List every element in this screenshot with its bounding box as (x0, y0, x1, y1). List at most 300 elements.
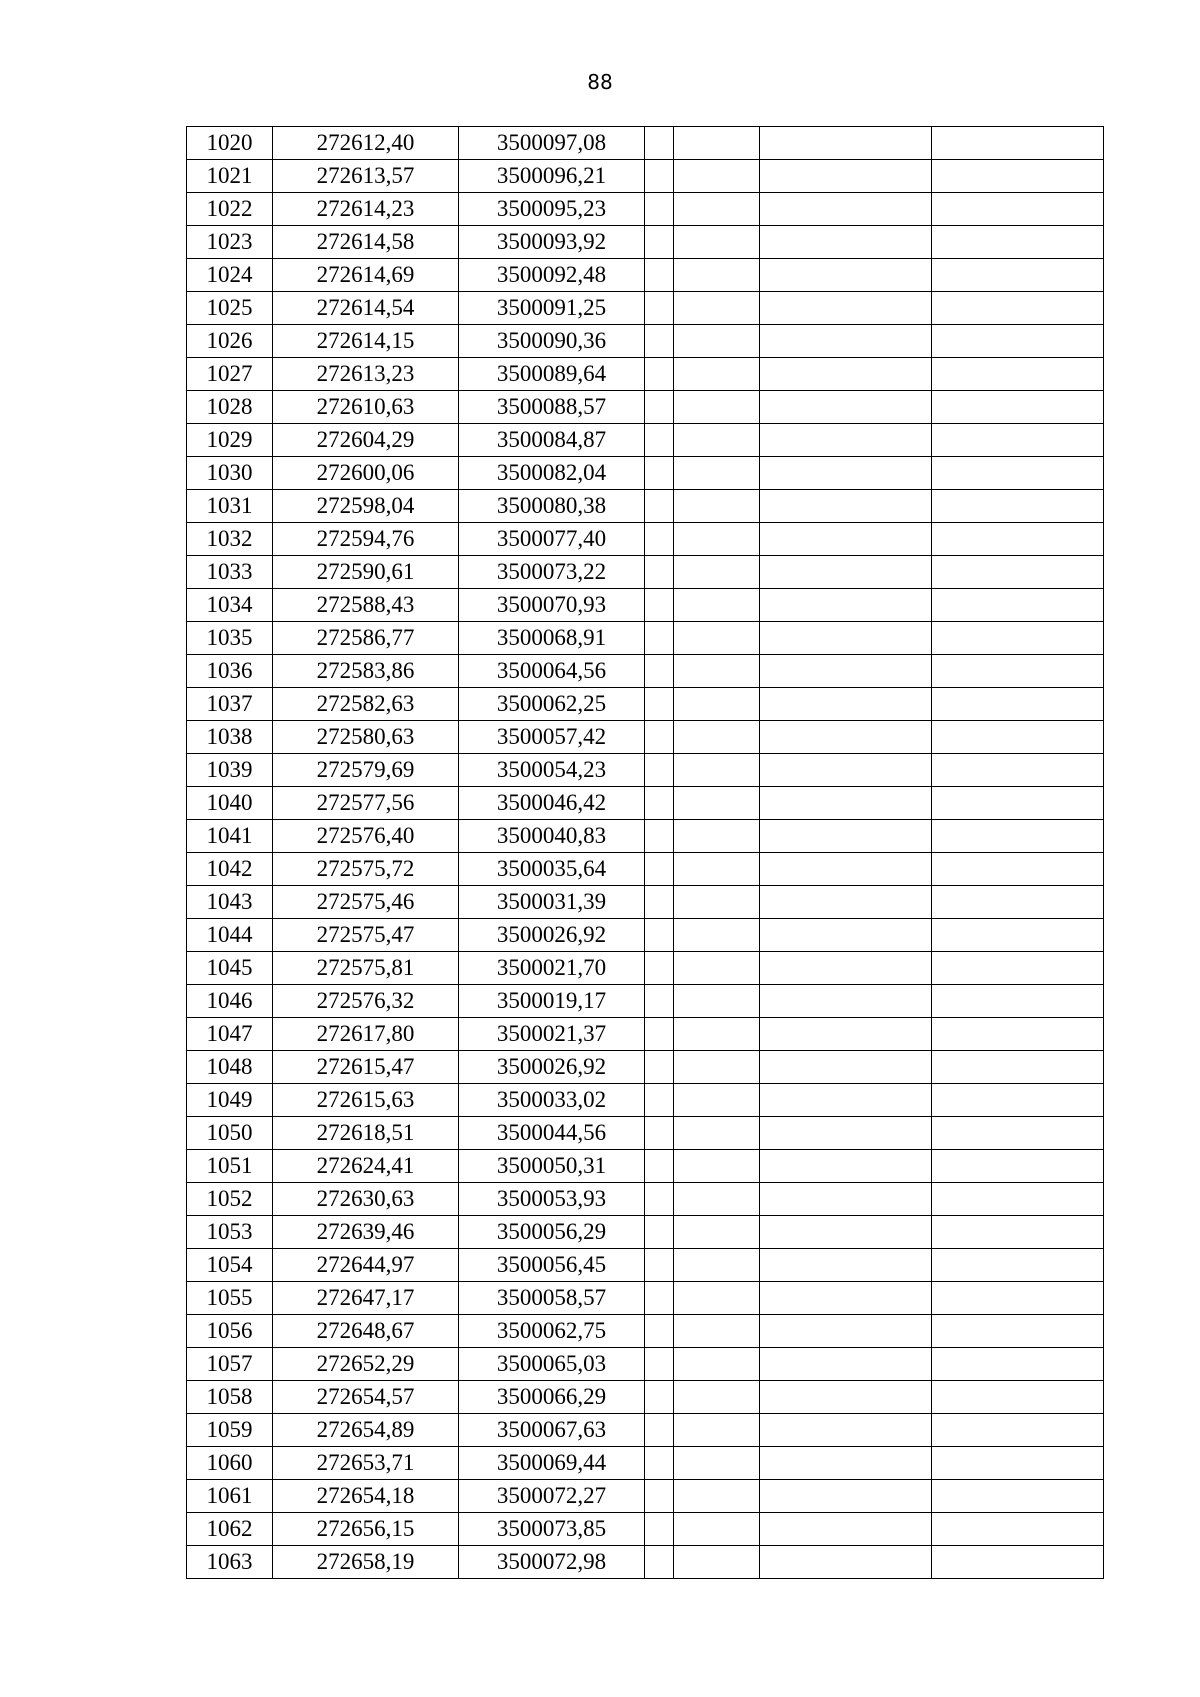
empty-cell (645, 1282, 674, 1315)
empty-cell (645, 424, 674, 457)
table-row (187, 1084, 1104, 1117)
point-number-cell: 1058 (187, 1381, 273, 1414)
empty-cell (932, 160, 1104, 193)
empty-cell (674, 622, 760, 655)
empty-cell (760, 259, 932, 292)
empty-cell (932, 292, 1104, 325)
empty-cell (674, 1315, 760, 1348)
y-coordinate-cell: 3500089,64 (459, 358, 645, 391)
empty-cell (645, 1216, 674, 1249)
table-row (187, 292, 1104, 325)
empty-cell (645, 1447, 674, 1480)
empty-cell (932, 820, 1104, 853)
empty-cell (645, 886, 674, 919)
empty-cell (932, 1216, 1104, 1249)
empty-cell (674, 886, 760, 919)
empty-cell (932, 1414, 1104, 1447)
point-number-cell: 1033 (187, 556, 273, 589)
empty-cell (932, 886, 1104, 919)
empty-cell (760, 919, 932, 952)
point-number-cell: 1049 (187, 1084, 273, 1117)
empty-cell (932, 1546, 1104, 1579)
point-number-cell: 1053 (187, 1216, 273, 1249)
table-row (187, 721, 1104, 754)
empty-cell (760, 754, 932, 787)
empty-cell (674, 391, 760, 424)
table-row (187, 1282, 1104, 1315)
empty-cell (932, 1315, 1104, 1348)
point-number-cell: 1040 (187, 787, 273, 820)
empty-cell (674, 1183, 760, 1216)
empty-cell (674, 1150, 760, 1183)
x-coordinate-cell: 272582,63 (273, 688, 459, 721)
empty-cell (760, 325, 932, 358)
empty-cell (645, 1381, 674, 1414)
y-coordinate-cell: 3500088,57 (459, 391, 645, 424)
point-number-cell: 1057 (187, 1348, 273, 1381)
y-coordinate-cell: 3500065,03 (459, 1348, 645, 1381)
table-row (187, 622, 1104, 655)
x-coordinate-cell: 272617,80 (273, 1018, 459, 1051)
empty-cell (674, 523, 760, 556)
empty-cell (645, 1183, 674, 1216)
empty-cell (674, 160, 760, 193)
y-coordinate-cell: 3500073,85 (459, 1513, 645, 1546)
empty-cell (932, 457, 1104, 490)
empty-cell (645, 1546, 674, 1579)
point-number-cell: 1029 (187, 424, 273, 457)
table-row (187, 259, 1104, 292)
empty-cell (674, 1447, 760, 1480)
empty-cell (760, 391, 932, 424)
y-coordinate-cell: 3500093,92 (459, 226, 645, 259)
empty-cell (645, 589, 674, 622)
empty-cell (760, 787, 932, 820)
point-number-cell: 1020 (187, 127, 273, 160)
point-number-cell: 1038 (187, 721, 273, 754)
empty-cell (760, 127, 932, 160)
table-row (187, 1183, 1104, 1216)
point-number-cell: 1045 (187, 952, 273, 985)
empty-cell (674, 1282, 760, 1315)
empty-cell (674, 1546, 760, 1579)
table-row (187, 358, 1104, 391)
y-coordinate-cell: 3500021,37 (459, 1018, 645, 1051)
empty-cell (674, 1249, 760, 1282)
y-coordinate-cell: 3500062,25 (459, 688, 645, 721)
empty-cell (760, 1150, 932, 1183)
empty-cell (645, 1414, 674, 1447)
table-row (187, 1414, 1104, 1447)
x-coordinate-cell: 272652,29 (273, 1348, 459, 1381)
x-coordinate-cell: 272575,81 (273, 952, 459, 985)
empty-cell (674, 259, 760, 292)
point-number-cell: 1061 (187, 1480, 273, 1513)
table-row (187, 688, 1104, 721)
empty-cell (674, 292, 760, 325)
table-row (187, 1018, 1104, 1051)
x-coordinate-cell: 272654,18 (273, 1480, 459, 1513)
empty-cell (645, 325, 674, 358)
empty-cell (645, 556, 674, 589)
y-coordinate-cell: 3500046,42 (459, 787, 645, 820)
empty-cell (932, 1348, 1104, 1381)
empty-cell (674, 853, 760, 886)
empty-cell (932, 985, 1104, 1018)
point-number-cell: 1026 (187, 325, 273, 358)
y-coordinate-cell: 3500056,45 (459, 1249, 645, 1282)
x-coordinate-cell: 272579,69 (273, 754, 459, 787)
empty-cell (645, 391, 674, 424)
empty-cell (674, 490, 760, 523)
empty-cell (760, 424, 932, 457)
empty-cell (674, 1480, 760, 1513)
point-number-cell: 1048 (187, 1051, 273, 1084)
empty-cell (645, 1315, 674, 1348)
empty-cell (932, 688, 1104, 721)
empty-cell (760, 1546, 932, 1579)
empty-cell (760, 1447, 932, 1480)
x-coordinate-cell: 272639,46 (273, 1216, 459, 1249)
point-number-cell: 1034 (187, 589, 273, 622)
empty-cell (932, 1447, 1104, 1480)
empty-cell (645, 1513, 674, 1546)
x-coordinate-cell: 272615,47 (273, 1051, 459, 1084)
table-row (187, 490, 1104, 523)
empty-cell (674, 919, 760, 952)
table-row (187, 193, 1104, 226)
point-number-cell: 1047 (187, 1018, 273, 1051)
point-number-cell: 1051 (187, 1150, 273, 1183)
empty-cell (645, 1480, 674, 1513)
empty-cell (674, 787, 760, 820)
empty-cell (760, 226, 932, 259)
empty-cell (760, 985, 932, 1018)
x-coordinate-cell: 272618,51 (273, 1117, 459, 1150)
empty-cell (674, 1513, 760, 1546)
x-coordinate-cell: 272580,63 (273, 721, 459, 754)
table-row (187, 424, 1104, 457)
empty-cell (645, 457, 674, 490)
empty-cell (932, 424, 1104, 457)
table-row (187, 1546, 1104, 1579)
x-coordinate-cell: 272647,17 (273, 1282, 459, 1315)
empty-cell (760, 1249, 932, 1282)
empty-cell (674, 1018, 760, 1051)
x-coordinate-cell: 272604,29 (273, 424, 459, 457)
empty-cell (932, 1018, 1104, 1051)
empty-cell (932, 226, 1104, 259)
x-coordinate-cell: 272575,47 (273, 919, 459, 952)
y-coordinate-cell: 3500070,93 (459, 589, 645, 622)
point-number-cell: 1056 (187, 1315, 273, 1348)
point-number-cell: 1035 (187, 622, 273, 655)
y-coordinate-cell: 3500053,93 (459, 1183, 645, 1216)
y-coordinate-cell: 3500054,23 (459, 754, 645, 787)
y-coordinate-cell: 3500019,17 (459, 985, 645, 1018)
empty-cell (645, 358, 674, 391)
empty-cell (760, 457, 932, 490)
empty-cell (760, 853, 932, 886)
empty-cell (932, 1282, 1104, 1315)
empty-cell (674, 754, 760, 787)
x-coordinate-cell: 272624,41 (273, 1150, 459, 1183)
y-coordinate-cell: 3500040,83 (459, 820, 645, 853)
empty-cell (645, 1150, 674, 1183)
table-row (187, 1117, 1104, 1150)
point-number-cell: 1055 (187, 1282, 273, 1315)
point-number-cell: 1025 (187, 292, 273, 325)
point-number-cell: 1032 (187, 523, 273, 556)
empty-cell (674, 127, 760, 160)
point-number-cell: 1028 (187, 391, 273, 424)
empty-cell (645, 1084, 674, 1117)
empty-cell (674, 952, 760, 985)
empty-cell (760, 160, 932, 193)
point-number-cell: 1063 (187, 1546, 273, 1579)
y-coordinate-cell: 3500067,63 (459, 1414, 645, 1447)
x-coordinate-cell: 272615,63 (273, 1084, 459, 1117)
x-coordinate-cell: 272644,97 (273, 1249, 459, 1282)
table-row (187, 556, 1104, 589)
empty-cell (760, 1513, 932, 1546)
point-number-cell: 1023 (187, 226, 273, 259)
empty-cell (645, 721, 674, 754)
coordinates-table-body (187, 127, 1104, 1579)
y-coordinate-cell: 3500084,87 (459, 424, 645, 457)
table-row (187, 1315, 1104, 1348)
empty-cell (932, 556, 1104, 589)
y-coordinate-cell: 3500080,38 (459, 490, 645, 523)
empty-cell (932, 622, 1104, 655)
y-coordinate-cell: 3500095,23 (459, 193, 645, 226)
empty-cell (674, 1414, 760, 1447)
y-coordinate-cell: 3500092,48 (459, 259, 645, 292)
point-number-cell: 1054 (187, 1249, 273, 1282)
empty-cell (645, 1051, 674, 1084)
table-row (187, 589, 1104, 622)
point-number-cell: 1041 (187, 820, 273, 853)
x-coordinate-cell: 272656,15 (273, 1513, 459, 1546)
y-coordinate-cell: 3500082,04 (459, 457, 645, 490)
x-coordinate-cell: 272586,77 (273, 622, 459, 655)
empty-cell (645, 127, 674, 160)
empty-cell (760, 1051, 932, 1084)
empty-cell (932, 1249, 1104, 1282)
empty-cell (760, 1414, 932, 1447)
table-row (187, 787, 1104, 820)
empty-cell (760, 1348, 932, 1381)
point-number-cell: 1031 (187, 490, 273, 523)
point-number-cell: 1021 (187, 160, 273, 193)
point-number-cell: 1037 (187, 688, 273, 721)
y-coordinate-cell: 3500058,57 (459, 1282, 645, 1315)
empty-cell (645, 292, 674, 325)
point-number-cell: 1030 (187, 457, 273, 490)
table-row (187, 523, 1104, 556)
table-row (187, 820, 1104, 853)
x-coordinate-cell: 272600,06 (273, 457, 459, 490)
empty-cell (645, 1117, 674, 1150)
empty-cell (932, 259, 1104, 292)
table-row (187, 1381, 1104, 1414)
empty-cell (932, 193, 1104, 226)
table-row (187, 754, 1104, 787)
y-coordinate-cell: 3500044,56 (459, 1117, 645, 1150)
empty-cell (760, 292, 932, 325)
y-coordinate-cell: 3500096,21 (459, 160, 645, 193)
empty-cell (760, 1282, 932, 1315)
empty-cell (932, 655, 1104, 688)
table-row (187, 952, 1104, 985)
empty-cell (674, 457, 760, 490)
point-number-cell: 1042 (187, 853, 273, 886)
empty-cell (932, 787, 1104, 820)
empty-cell (760, 952, 932, 985)
table-row (187, 226, 1104, 259)
coordinates-table (186, 126, 1104, 1579)
table-row (187, 1348, 1104, 1381)
empty-cell (760, 1117, 932, 1150)
empty-cell (645, 490, 674, 523)
x-coordinate-cell: 272614,23 (273, 193, 459, 226)
empty-cell (932, 853, 1104, 886)
y-coordinate-cell: 3500056,29 (459, 1216, 645, 1249)
empty-cell (674, 589, 760, 622)
point-number-cell: 1046 (187, 985, 273, 1018)
empty-cell (760, 1480, 932, 1513)
y-coordinate-cell: 3500026,92 (459, 1051, 645, 1084)
table-row (187, 325, 1104, 358)
empty-cell (674, 1117, 760, 1150)
point-number-cell: 1022 (187, 193, 273, 226)
empty-cell (932, 490, 1104, 523)
x-coordinate-cell: 272594,76 (273, 523, 459, 556)
table-row (187, 853, 1104, 886)
empty-cell (645, 952, 674, 985)
y-coordinate-cell: 3500031,39 (459, 886, 645, 919)
table-row (187, 919, 1104, 952)
y-coordinate-cell: 3500073,22 (459, 556, 645, 589)
y-coordinate-cell: 3500097,08 (459, 127, 645, 160)
x-coordinate-cell: 272612,40 (273, 127, 459, 160)
empty-cell (932, 325, 1104, 358)
empty-cell (760, 589, 932, 622)
empty-cell (674, 1084, 760, 1117)
table-row (187, 1051, 1104, 1084)
empty-cell (932, 721, 1104, 754)
x-coordinate-cell: 272614,54 (273, 292, 459, 325)
empty-cell (932, 1084, 1104, 1117)
table-row (187, 391, 1104, 424)
empty-cell (760, 1381, 932, 1414)
y-coordinate-cell: 3500062,75 (459, 1315, 645, 1348)
x-coordinate-cell: 272577,56 (273, 787, 459, 820)
table-row (187, 985, 1104, 1018)
empty-cell (760, 556, 932, 589)
empty-cell (645, 919, 674, 952)
empty-cell (645, 193, 674, 226)
x-coordinate-cell: 272583,86 (273, 655, 459, 688)
empty-cell (760, 193, 932, 226)
x-coordinate-cell: 272610,63 (273, 391, 459, 424)
empty-cell (645, 226, 674, 259)
empty-cell (932, 952, 1104, 985)
y-coordinate-cell: 3500072,98 (459, 1546, 645, 1579)
y-coordinate-cell: 3500026,92 (459, 919, 645, 952)
point-number-cell: 1039 (187, 754, 273, 787)
empty-cell (645, 1018, 674, 1051)
empty-cell (674, 1348, 760, 1381)
empty-cell (674, 226, 760, 259)
page-number: 88 (587, 70, 613, 94)
empty-cell (674, 1381, 760, 1414)
empty-cell (674, 721, 760, 754)
y-coordinate-cell: 3500035,64 (459, 853, 645, 886)
empty-cell (932, 391, 1104, 424)
empty-cell (932, 523, 1104, 556)
empty-cell (674, 424, 760, 457)
x-coordinate-cell: 272613,23 (273, 358, 459, 391)
empty-cell (760, 358, 932, 391)
empty-cell (674, 193, 760, 226)
table-row (187, 1216, 1104, 1249)
point-number-cell: 1027 (187, 358, 273, 391)
empty-cell (645, 655, 674, 688)
x-coordinate-cell: 272590,61 (273, 556, 459, 589)
table-row (187, 127, 1104, 160)
empty-cell (674, 688, 760, 721)
empty-cell (932, 1513, 1104, 1546)
empty-cell (932, 1381, 1104, 1414)
empty-cell (760, 688, 932, 721)
empty-cell (674, 985, 760, 1018)
empty-cell (645, 523, 674, 556)
table-row (187, 1249, 1104, 1282)
x-coordinate-cell: 272575,46 (273, 886, 459, 919)
empty-cell (760, 1018, 932, 1051)
point-number-cell: 1060 (187, 1447, 273, 1480)
empty-cell (645, 853, 674, 886)
x-coordinate-cell: 272630,63 (273, 1183, 459, 1216)
empty-cell (760, 523, 932, 556)
empty-cell (645, 754, 674, 787)
empty-cell (932, 1480, 1104, 1513)
x-coordinate-cell: 272614,15 (273, 325, 459, 358)
point-number-cell: 1024 (187, 259, 273, 292)
x-coordinate-cell: 272598,04 (273, 490, 459, 523)
table-row (187, 1513, 1104, 1546)
table-row (187, 1480, 1104, 1513)
point-number-cell: 1062 (187, 1513, 273, 1546)
y-coordinate-cell: 3500090,36 (459, 325, 645, 358)
empty-cell (674, 325, 760, 358)
empty-cell (674, 556, 760, 589)
x-coordinate-cell: 272654,89 (273, 1414, 459, 1447)
point-number-cell: 1052 (187, 1183, 273, 1216)
empty-cell (760, 490, 932, 523)
empty-cell (760, 886, 932, 919)
empty-cell (645, 820, 674, 853)
empty-cell (674, 1051, 760, 1084)
x-coordinate-cell: 272613,57 (273, 160, 459, 193)
empty-cell (645, 985, 674, 1018)
empty-cell (760, 820, 932, 853)
y-coordinate-cell: 3500057,42 (459, 721, 645, 754)
x-coordinate-cell: 272648,67 (273, 1315, 459, 1348)
y-coordinate-cell: 3500064,56 (459, 655, 645, 688)
y-coordinate-cell: 3500050,31 (459, 1150, 645, 1183)
